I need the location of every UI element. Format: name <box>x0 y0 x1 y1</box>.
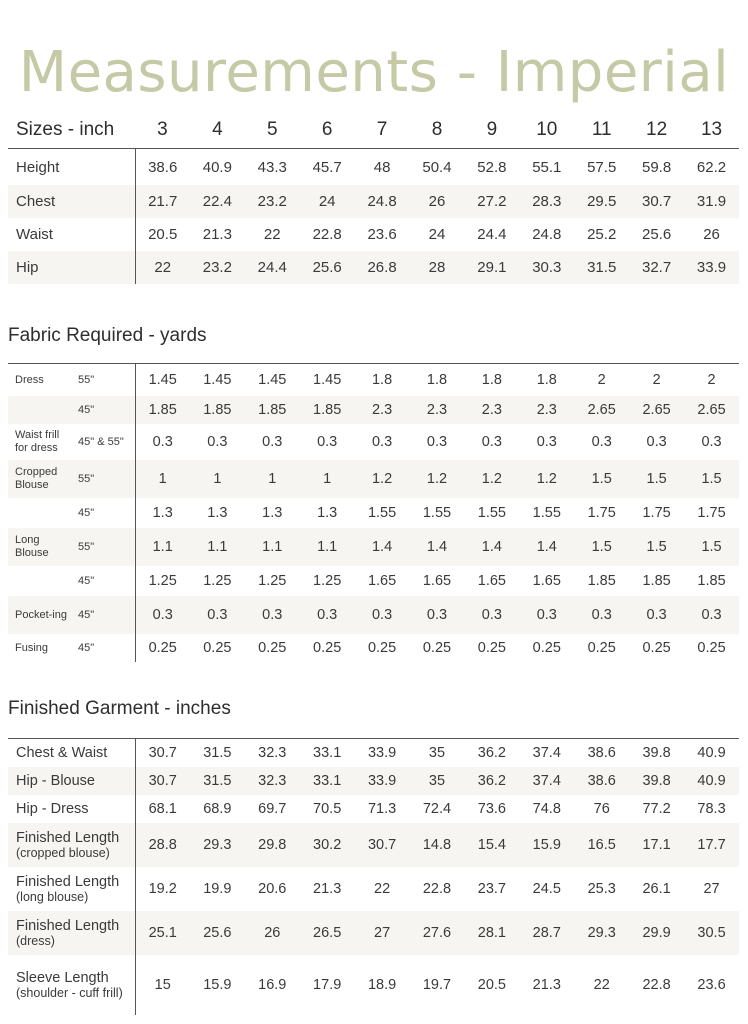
table-cell: 1 <box>190 460 245 498</box>
table-cell: 70.5 <box>313 801 342 817</box>
table-cell: 2.65 <box>629 396 684 424</box>
table-cell: 37.4 <box>519 767 574 795</box>
table-cell: 39.8 <box>629 767 684 795</box>
table-cell: 1.5 <box>684 528 739 566</box>
table-cell: 22 <box>263 226 281 243</box>
fabric-width: 45" <box>72 396 135 424</box>
table-cell: 38.6 <box>574 767 629 795</box>
size-header: 12 <box>629 112 684 149</box>
finished-row <box>8 795 739 823</box>
table-cell: 22 <box>593 977 610 993</box>
fabric-row <box>8 424 739 460</box>
table-cell: 19.9 <box>203 881 232 897</box>
table-cell: 28.3 <box>519 185 574 218</box>
table-cell: 1.45 <box>148 372 177 388</box>
table-cell: 33.9 <box>684 251 739 284</box>
table-cell: 24.8 <box>532 226 562 243</box>
table-cell: 2.3 <box>464 396 519 424</box>
table-cell: 1.3 <box>317 505 338 521</box>
table-cell: 30.7 <box>629 185 684 218</box>
table-cell: 36.2 <box>477 745 506 761</box>
table-cell: 35 <box>410 767 465 795</box>
table-cell: 0.25 <box>532 640 561 656</box>
table-cell: 0.3 <box>355 596 410 634</box>
table-cell: 69.7 <box>258 801 287 817</box>
table-cell: 0.3 <box>371 434 393 450</box>
row-label: Hip <box>8 251 135 284</box>
finished-label-sub: (dress) <box>16 933 55 948</box>
table-cell: 22.4 <box>190 185 245 218</box>
measurement-row <box>8 251 739 284</box>
table-cell: 1.4 <box>410 528 465 566</box>
fabric-width: 45" & 55" <box>72 424 135 460</box>
table-cell: 25.3 <box>587 881 616 897</box>
table-cell: 39.8 <box>642 745 671 761</box>
table-cell: 15 <box>154 977 171 993</box>
size-header: 13 <box>684 112 739 149</box>
fabric-label: Cropped Blouse <box>8 460 72 498</box>
table-cell: 1 <box>300 460 355 498</box>
table-cell: 0.3 <box>464 596 519 634</box>
table-cell: 1.85 <box>300 396 355 424</box>
table-cell: 32.3 <box>245 767 300 795</box>
finished-label-main: Sleeve Length <box>16 969 109 986</box>
table-cell: 71.3 <box>367 801 397 817</box>
table-cell: 0.3 <box>684 596 739 634</box>
table-cell: 1.8 <box>371 372 393 388</box>
table-cell: 1.45 <box>203 372 232 388</box>
table-cell: 0.3 <box>207 434 228 450</box>
table-cell: 26 <box>245 911 300 955</box>
fabric-width: 45" <box>72 596 135 634</box>
table-cell: 30.5 <box>684 911 739 955</box>
table-cell: 36.2 <box>464 767 519 795</box>
table-cell: 1 <box>245 460 300 498</box>
table-cell: 31.5 <box>203 745 232 761</box>
table-cell: 1.45 <box>258 372 287 388</box>
table-cell: 33.9 <box>367 745 397 761</box>
table-cell: 23.2 <box>245 185 300 218</box>
table-cell: 74.8 <box>532 801 561 817</box>
table-cell: 17.7 <box>684 823 739 867</box>
fabric-width: 55" <box>72 528 135 566</box>
table-cell: 24.4 <box>477 226 507 243</box>
size-header: 6 <box>300 112 355 149</box>
table-cell: 1.75 <box>697 505 726 521</box>
table-cell: 0.25 <box>697 640 726 656</box>
table-cell: 23.7 <box>477 881 506 897</box>
table-cell: 1.5 <box>629 528 684 566</box>
table-cell: 1.2 <box>519 460 574 498</box>
table-cell: 76 <box>593 801 610 817</box>
table-cell: 29.5 <box>574 185 629 218</box>
table-cell: 57.5 <box>587 158 617 176</box>
table-cell: 1.5 <box>684 460 739 498</box>
table-cell: 30.3 <box>519 251 574 284</box>
table-cell: 24 <box>428 226 446 243</box>
finished-label-main: Hip - Dress <box>16 801 89 817</box>
table-cell: 15.9 <box>519 823 574 867</box>
table-cell: 1.25 <box>258 573 287 589</box>
finished-label-sub: (long blouse) <box>16 889 89 904</box>
table-cell: 28.8 <box>135 823 190 867</box>
table-cell: 26 <box>703 226 720 243</box>
table-cell: 0.3 <box>574 596 629 634</box>
table-cell: 22.8 <box>422 881 452 897</box>
table-cell: 22.8 <box>312 226 342 243</box>
table-cell: 19.7 <box>422 977 452 993</box>
finished-label <box>8 823 135 867</box>
table-cell: 1.1 <box>245 528 300 566</box>
table-cell: 1.85 <box>245 396 300 424</box>
row-label: Chest <box>8 185 135 218</box>
table-cell: 1.85 <box>642 573 671 589</box>
row-label: Waist <box>8 218 135 251</box>
table-cell: 20.5 <box>477 977 506 993</box>
table-cell: 29.9 <box>629 911 684 955</box>
finished-label <box>8 795 135 823</box>
table-cell: 0.3 <box>410 596 465 634</box>
size-header: 5 <box>245 112 300 149</box>
table-cell: 26.8 <box>355 251 410 284</box>
table-cell: 59.8 <box>642 158 672 176</box>
size-header: 11 <box>574 112 629 149</box>
table-cell: 23.2 <box>190 251 245 284</box>
table-cell: 1 <box>135 460 190 498</box>
finished-label <box>8 767 135 795</box>
finished-label-main: Finished Length <box>16 917 120 934</box>
table-cell: 0.3 <box>245 596 300 634</box>
table-cell: 78.3 <box>697 801 726 817</box>
table-cell: 27.6 <box>410 911 465 955</box>
table-cell: 1.1 <box>135 528 190 566</box>
table-cell: 2 <box>597 372 606 388</box>
table-cell: 23.6 <box>367 226 397 243</box>
table-cell: 1.4 <box>519 528 574 566</box>
table-cell: 72.4 <box>422 801 452 817</box>
table-cell: 22 <box>135 251 190 284</box>
table-cell: 68.9 <box>203 801 232 817</box>
table-cell: 0.25 <box>313 640 342 656</box>
finished-label-sub: (shoulder - cuff frill) <box>16 985 123 1000</box>
table-cell: 1.5 <box>574 528 629 566</box>
fabric-row <box>8 498 739 528</box>
fabric-section-title: Fabric Required - yards <box>8 325 207 346</box>
finished-label-sub: (cropped blouse) <box>16 845 110 860</box>
finished-label <box>8 867 135 911</box>
fabric-row <box>8 528 739 566</box>
fabric-width: 45" <box>72 634 135 662</box>
table-cell: 0.3 <box>629 596 684 634</box>
table-cell: 27.2 <box>464 185 519 218</box>
table-cell: 0.25 <box>587 640 616 656</box>
table-cell: 29.3 <box>190 823 245 867</box>
size-header: 9 <box>464 112 519 149</box>
measurement-row <box>8 218 739 251</box>
table-cell: 26.5 <box>300 911 355 955</box>
table-cell: 16.9 <box>258 977 287 993</box>
table-cell: 33.1 <box>313 745 342 761</box>
finished-row <box>8 911 739 955</box>
table-cell: 1.75 <box>587 505 616 521</box>
table-cell: 55.1 <box>532 158 562 176</box>
table-cell: 25.6 <box>190 911 245 955</box>
table-cell: 1.2 <box>464 460 519 498</box>
table-cell: 0.3 <box>190 596 245 634</box>
table-cell: 40.9 <box>697 745 726 761</box>
table-cell: 29.1 <box>464 251 519 284</box>
table-cell: 30.7 <box>135 767 190 795</box>
table-cell: 31.5 <box>190 767 245 795</box>
table-cell: 1.25 <box>313 573 342 589</box>
fabric-label: Pocket-ing <box>8 596 72 634</box>
table-cell: 0.25 <box>203 640 232 656</box>
table-cell: 32.7 <box>629 251 684 284</box>
table-cell: 25.2 <box>587 226 617 243</box>
table-cell: 52.8 <box>477 158 507 176</box>
fabric-width: 45" <box>72 566 135 596</box>
measurement-row <box>8 185 739 218</box>
size-header: 8 <box>410 112 465 149</box>
table-cell: 1.85 <box>135 396 190 424</box>
fabric-width: 55" <box>72 364 135 396</box>
finished-row <box>8 867 739 911</box>
fabric-label <box>8 566 72 596</box>
table-cell: 28 <box>410 251 465 284</box>
table-cell: 0.3 <box>152 434 173 450</box>
table-cell: 1.55 <box>367 505 397 521</box>
table-cell: 1.8 <box>426 372 448 388</box>
table-cell: 28.7 <box>519 911 574 955</box>
fabric-label: Dress <box>15 373 44 386</box>
finished-section-title: Finished Garment - inches <box>8 698 231 719</box>
table-cell: 2.3 <box>355 396 410 424</box>
fabric-label <box>8 396 72 424</box>
table-cell: 1.85 <box>190 396 245 424</box>
table-cell: 1.65 <box>422 573 452 589</box>
table-cell: 2.65 <box>574 396 629 424</box>
table-cell: 68.1 <box>148 801 177 817</box>
size-header: 3 <box>135 112 190 149</box>
table-cell: 45.7 <box>312 158 342 176</box>
table-cell: 21.3 <box>313 881 342 897</box>
table-cell: 38.6 <box>148 158 178 176</box>
table-cell: 24.4 <box>245 251 300 284</box>
table-cell: 21.7 <box>135 185 190 218</box>
table-cell: 1.85 <box>697 573 726 589</box>
table-cell: 31.5 <box>574 251 629 284</box>
finished-label <box>8 911 135 955</box>
fabric-row <box>8 566 739 596</box>
table-cell: 19.2 <box>148 881 177 897</box>
table-cell: 1.8 <box>536 372 557 388</box>
table-cell: 0.3 <box>519 596 574 634</box>
fabric-row <box>8 364 739 396</box>
table-cell: 14.8 <box>410 823 465 867</box>
table-cell: 1.5 <box>629 460 684 498</box>
fabric-row <box>8 396 739 424</box>
sizes-header-label: Sizes - inch <box>8 112 135 149</box>
table-cell: 15.9 <box>203 977 232 993</box>
fabric-label <box>8 498 72 528</box>
table-cell: 25.6 <box>642 226 672 243</box>
table-cell: 1.65 <box>477 573 506 589</box>
table-cell: 43.3 <box>257 158 287 176</box>
table-cell: 40.9 <box>684 767 739 795</box>
table-cell: 17.9 <box>313 977 342 993</box>
table-cell: 2.65 <box>684 396 739 424</box>
table-cell: 0.3 <box>481 434 502 450</box>
table-cell: 40.9 <box>202 158 232 176</box>
table-cell: 0.25 <box>258 640 287 656</box>
finished-row <box>8 739 739 767</box>
table-cell: 1.5 <box>574 460 629 498</box>
table-cell: 1.1 <box>190 528 245 566</box>
table-cell: 24 <box>300 185 355 218</box>
table-cell: 33.1 <box>300 767 355 795</box>
table-cell: 38.6 <box>587 745 616 761</box>
sizes-header-row <box>8 112 739 149</box>
finished-row <box>8 823 739 867</box>
size-header: 4 <box>190 112 245 149</box>
table-cell: 1.45 <box>313 372 342 388</box>
finished-table <box>8 739 739 1015</box>
table-cell: 1.1 <box>300 528 355 566</box>
table-cell: 29.3 <box>574 911 629 955</box>
table-cell: 0.3 <box>317 434 338 450</box>
table-cell: 1.2 <box>410 460 465 498</box>
table-cell: 27 <box>355 911 410 955</box>
table-cell: 18.9 <box>367 977 397 993</box>
table-cell: 15.4 <box>464 823 519 867</box>
table-cell: 0.3 <box>591 434 612 450</box>
fabric-row <box>8 460 739 498</box>
table-cell: 30.7 <box>148 745 177 761</box>
table-cell: 30.2 <box>300 823 355 867</box>
fabric-row <box>8 596 739 634</box>
table-cell: 2 <box>652 372 661 388</box>
table-cell: 31.9 <box>684 185 739 218</box>
table-cell: 1.2 <box>355 460 410 498</box>
size-header: 10 <box>519 112 574 149</box>
table-cell: 28.1 <box>464 911 519 955</box>
fabric-width: 55" <box>72 460 135 498</box>
table-cell: 2.3 <box>519 396 574 424</box>
table-cell: 20.6 <box>258 881 287 897</box>
table-cell: 23.6 <box>697 977 726 993</box>
table-cell: 1.75 <box>642 505 671 521</box>
table-cell: 1.3 <box>262 505 283 521</box>
finished-label-main: Chest & Waist <box>16 745 108 761</box>
table-cell: 77.2 <box>642 801 671 817</box>
table-cell: 1.55 <box>477 505 506 521</box>
finished-label-main: Finished Length <box>16 873 120 890</box>
table-cell: 26 <box>410 185 465 218</box>
table-cell: 20.5 <box>148 226 178 243</box>
table-cell: 24.8 <box>355 185 410 218</box>
finished-row <box>8 767 739 795</box>
table-cell: 48 <box>373 158 391 176</box>
table-cell: 1.55 <box>422 505 452 521</box>
table-cell: 25.1 <box>135 911 190 955</box>
table-cell: 21.3 <box>532 977 561 993</box>
table-cell: 35 <box>428 745 446 761</box>
table-cell: 22 <box>374 881 391 897</box>
row-label: Height <box>8 149 135 186</box>
table-cell: 33.9 <box>355 767 410 795</box>
table-cell: 1.55 <box>532 505 561 521</box>
table-cell: 1.4 <box>355 528 410 566</box>
table-cell: 32.3 <box>258 745 287 761</box>
finished-label-main: Hip - Blouse <box>16 773 95 789</box>
table-cell: 1.65 <box>367 573 397 589</box>
table-cell: 1.3 <box>152 505 173 521</box>
table-cell: 37.4 <box>532 745 561 761</box>
finished-label <box>8 739 135 767</box>
table-cell: 0.3 <box>701 434 722 450</box>
fabric-width: 45" <box>72 498 135 528</box>
table-cell: 25.6 <box>300 251 355 284</box>
table-cell: 73.6 <box>477 801 506 817</box>
table-cell: 1.4 <box>464 528 519 566</box>
table-cell: 2.3 <box>410 396 465 424</box>
table-cell: 22.8 <box>642 977 671 993</box>
finished-label-main: Finished Length <box>16 829 120 846</box>
table-cell: 1.85 <box>587 573 616 589</box>
measurement-row <box>8 149 739 186</box>
table-cell: 0.25 <box>367 640 397 656</box>
table-cell: 21.3 <box>202 226 232 243</box>
table-cell: 1.8 <box>481 372 502 388</box>
fabric-row <box>8 634 739 662</box>
size-header: 7 <box>355 112 410 149</box>
table-cell: 50.4 <box>422 158 452 176</box>
fabric-label: Waist frill for dress <box>15 429 60 454</box>
table-cell: 0.3 <box>426 434 448 450</box>
fabric-table <box>8 364 739 662</box>
table-cell: 0.25 <box>422 640 452 656</box>
fabric-label: Long Blouse <box>8 528 72 566</box>
table-cell: 26.1 <box>642 881 671 897</box>
table-cell: 30.7 <box>355 823 410 867</box>
finished-label <box>8 955 135 1015</box>
fabric-label: Fusing <box>15 641 49 654</box>
table-cell: 62.2 <box>696 158 727 176</box>
table-cell: 2 <box>707 372 716 388</box>
table-cell: 1.25 <box>148 573 177 589</box>
table-cell: 1.25 <box>203 573 232 589</box>
finished-row <box>8 955 739 1015</box>
table-cell: 27 <box>703 881 720 897</box>
table-cell: 0.3 <box>135 596 190 634</box>
table-cell: 0.3 <box>300 596 355 634</box>
table-cell: 0.3 <box>262 434 283 450</box>
table-cell: 0.25 <box>148 640 177 656</box>
table-cell: 0.25 <box>477 640 506 656</box>
table-cell: 1.3 <box>207 505 228 521</box>
table-cell: 1.65 <box>532 573 561 589</box>
table-cell: 0.25 <box>642 640 671 656</box>
table-cell: 0.3 <box>646 434 667 450</box>
table-cell: 16.5 <box>574 823 629 867</box>
table-cell: 0.3 <box>536 434 557 450</box>
page-title: Measurements - Imperial <box>18 40 730 105</box>
table-cell: 17.1 <box>629 823 684 867</box>
table-cell: 24.5 <box>532 881 561 897</box>
sizes-table <box>8 112 739 284</box>
table-cell: 29.8 <box>245 823 300 867</box>
